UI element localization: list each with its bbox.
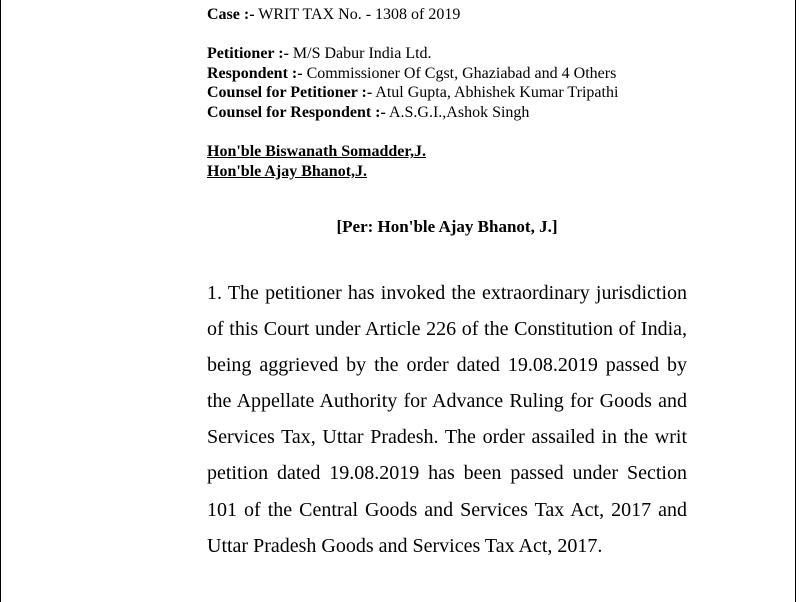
respondent-line: [207, 64, 618, 84]
judgment-paragraph-1: 1. The petitioner has invoked the extraordinary jurisdiction of this Court under Article 226 of the Constitution of India, being aggrieved by the order dated 19.08.2019 passed by the Appellate Authority for Advance Ruling for Goods and Services Tax, Uttar Pradesh. The order assailed in the writ petition dated 19.08.2019 has been passed under Section 101 of the Central Goods and Services Tax Act, 2017 and Uttar Pradesh Goods and Services Tax Act, 2017.: [207, 282, 687, 557]
per-judge-heading: [Per: Hon'ble Ajay Bhanot, J.]: [336, 217, 558, 236]
left-border-line: [0, 0, 1, 602]
counsel-respondent-label: Counsel for Respondent :-: [207, 103, 386, 121]
respondent-name: Commissioner Of Cgst, Ghaziabad and 4 Others: [302, 64, 617, 82]
respondent-label: Respondent :-: [207, 64, 303, 82]
case-header: [207, 5, 618, 181]
case-label: Case :-: [207, 6, 255, 23]
judge-2: Hon'ble Ajay Bhanot,J.: [207, 162, 368, 180]
case-number: WRIT TAX No. - 1308 of 2019: [254, 6, 461, 23]
spacer: [207, 25, 618, 45]
spacer: [207, 123, 618, 143]
counsel-petitioner-line: [207, 83, 618, 103]
petitioner-name: M/S Dabur India Ltd.: [288, 45, 432, 63]
counsel-petitioner-label: Counsel for Petitioner :-: [207, 84, 373, 102]
counsel-petitioner-names: Atul Gupta, Abhishek Kumar Tripathi: [372, 84, 619, 102]
judge-1: Hon'ble Biswanath Somadder,J.: [207, 143, 427, 161]
petitioner-line: [207, 44, 618, 64]
right-border-line: [795, 0, 796, 602]
counsel-respondent-line: [207, 103, 618, 123]
petitioner-label: Petitioner :-: [207, 45, 289, 63]
case-line: [207, 5, 618, 25]
counsel-respondent-names: A.S.G.I.,Ashok Singh: [385, 103, 530, 121]
